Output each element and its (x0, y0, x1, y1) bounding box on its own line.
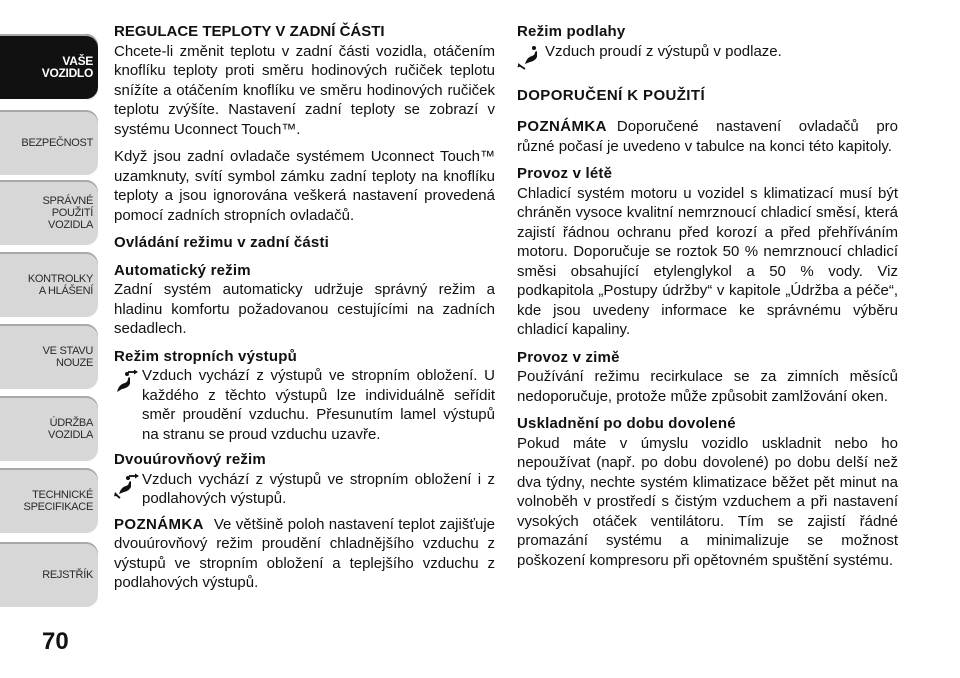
heading-winter: Provoz v zimě (517, 348, 620, 366)
heading-ceiling-mode: Režim stropních výstupů (114, 347, 297, 365)
paragraph-ceiling-mode: Vzduch vychází z výstupů ve stropním obložení. U každého z těchto výstupů lze individuálně seřídit směr proudění vzduchu. Přesunutím lamel výstupů na stranu se proud vzduchu uzavře. (142, 367, 495, 443)
tab-spravne-pouziti-vozidla[interactable]: SPRÁVNÉ POUŽITÍ VOZIDLA (0, 180, 98, 246)
bilevel-mode-block (114, 470, 495, 509)
tab-technicke-specifikace[interactable]: TECHNICKÉ SPECIFIKACE (0, 468, 98, 534)
tab-bezpecnost[interactable]: BEZPEČNOST (0, 110, 98, 176)
heading-rear-mode-control: Ovládání režimu v zadní části (114, 234, 330, 251)
heading-auto-mode: Automatický režim (114, 261, 251, 279)
section-title-recommendations: DOPORUČENÍ K POUŽITÍ (517, 86, 706, 104)
note-recommendations (517, 117, 898, 156)
bilevel-mode-icon (114, 472, 142, 500)
tab-vase-vozidlo[interactable]: VAŠE VOZIDLO (0, 34, 98, 100)
paragraph-winter: Používání režimu recirkulace se za zimních měsíců nedoporučuje, protože může způsobit zamlžování oken. (517, 368, 898, 405)
note-bilevel (114, 515, 495, 593)
paragraph-vacation-storage: Pokud máte v úmyslu vozidlo uskladnit nebo ho nepoužívat (např. po dobu dovolené) po dobu delší než dva týdny, nechte systém klimatizace běžet pět minut na volnoběh v prostředí s čistým vzduchem a při nastavení vysokých otáček ventilátoru. Tím se zajistí řádné promazání systému a minimalizuje se možnost poškození kompresoru při opětovném spuštění systému. (517, 434, 898, 569)
paragraph-bilevel-mode: Vzduch vychází z výstupů ve stropním obložení i z podlahových výstupů. (142, 470, 495, 507)
note-label: POZNÁMKA (114, 515, 204, 533)
page-number: 70 (42, 628, 69, 655)
tab-udrzba-vozidla[interactable]: ÚDRŽBA VOZIDLA (0, 396, 98, 462)
heading-vacation-storage: Uskladnění po dobu dovolené (517, 415, 736, 432)
ceiling-mode-icon (114, 368, 142, 396)
left-column (114, 22, 495, 601)
note-bilevel-text: Ve většině poloh nastavení teplot zajišťuje dvouúrovňový režim proudění chladnějšího vzduchu z výstupů ve stropním obložení a teplejšího vzduchu z podlahových výstupů. (114, 515, 495, 591)
paragraph-lock-symbol: Když jsou zadní ovladače systémem Uconnect Touch™ uzamknuty, svítí symbol zámku zadní teploty na knoflíku teploty a jsou ignorována veškerá nastavení provedená pomocí zadních stropních ovladačů. (114, 148, 495, 224)
heading-summer: Provoz v létě (517, 165, 613, 182)
paragraph-floor-mode: Vzduch proudí z výstupů v podlaze. (545, 42, 782, 60)
tab-ve-stavu-nouze[interactable]: VE STAVU NOUZE (0, 324, 98, 390)
tab-rejstrik[interactable]: REJSTŘÍK (0, 542, 98, 608)
heading-floor-mode: Režim podlahy (517, 23, 626, 40)
tab-kontrolky-a-hlaseni[interactable]: KONTROLKY A HLÁŠENÍ (0, 252, 98, 318)
note-label: POZNÁMKA (517, 118, 607, 135)
chapter-tabs (0, 0, 98, 678)
right-column (517, 22, 898, 578)
paragraph-auto-mode: Zadní systém automaticky udržuje správný režim a hladinu komfortu požadovanou cestujícími na zadních sedadlech. (114, 281, 495, 337)
note-recommendations-text: Doporučené nastavení ovladačů pro různé počasí je uvedeno v tabulce na konci této kapitoly. (517, 118, 898, 155)
ceiling-mode-block (114, 366, 495, 444)
paragraph-temperature-knob: Chcete-li změnit teplotu v zadní části vozidla, otáčením knoflíku teploty proti směru hodinových ručiček teplotu snížíte a otáčením knoflíku ve směru hodinových ručiček teplotu zvýšíte. Nastavení zadní teploty se zobrazí v systému Uconnect Touch™. (114, 42, 495, 138)
floor-mode-icon (517, 44, 545, 72)
paragraph-summer: Chladicí systém motoru u vozidel s klimatizací musí být chráněn vysoce kvalitní nemrznoucí chladicí směsí, která zajistí řádnou ochranu před korozí a před přehříváním motoru. Doporučuje se roztok 50 % nemrznoucí chladicí směsi obsahující etylenglykol a 50 % vody. Viz podkapitola „Postupy údržby“ v kapitole „Údržba a péče“, kde jsou uvedeny informace ke správnému výběru chladicí kapaliny. (517, 184, 898, 338)
floor-mode-block (517, 42, 898, 72)
heading-bilevel-mode: Dvouúrovňový režim (114, 451, 266, 468)
section-title-rear-temperature: REGULACE TEPLOTY V ZADNÍ ČÁSTI (114, 23, 385, 40)
